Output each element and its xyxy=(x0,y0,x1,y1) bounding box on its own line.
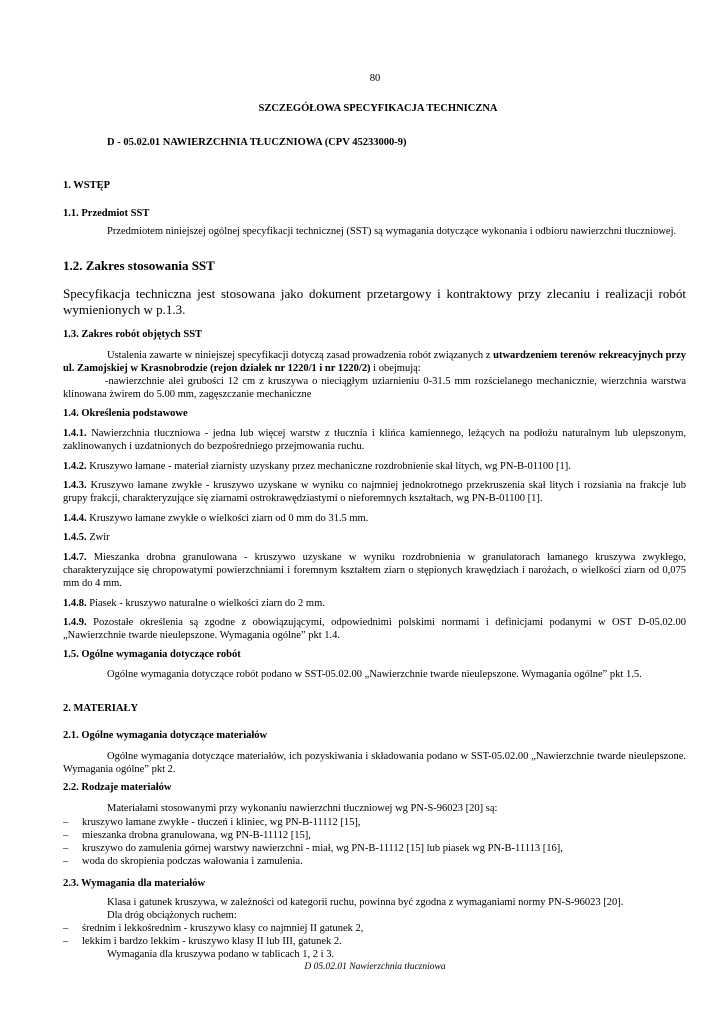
section-2-3-text-traffic: Dla dróg obciążonych ruchem: xyxy=(107,910,237,921)
list-item: – lekkim i bardzo lekkim - kruszywo klasy II lub III, gatunek 2. xyxy=(63,936,342,947)
list-item: – kruszywo łamane zwykłe - tłuczeń i kliniec, wg PN-B-11112 [15], xyxy=(63,817,361,828)
section-2-3-heading: 2.3. Wymagania dla materiałów xyxy=(63,878,206,889)
section-1-1-text: Przedmiotem niniejszej ogólnej specyfikacji technicznej (SST) są wymagania dotyczące wykonania i odbioru nawierzchni tłuczniowej. xyxy=(107,226,677,237)
section-2-2-heading: 2.2. Rodzaje materiałów xyxy=(63,782,172,793)
document-subtitle: D - 05.02.01 NAWIERZCHNIA TŁUCZNIOWA (CPV 45233000-9) xyxy=(107,137,407,148)
list-item: – kruszywo do zamulenia górnej warstwy nawierzchni - miał, wg PN-B-11112 [15] lub piasek wg PN-B-11113 [16], xyxy=(63,843,563,854)
section-2-heading: 2. MATERIAŁY xyxy=(63,703,139,714)
section-2-3-text: Klasa i gatunek kruszywa, w zależności od kategorii ruchu, powinna być zgodna z wymaganiami normy PN-S-96023 [20]. xyxy=(107,897,624,908)
section-2-1-heading: 2.1. Ogólne wymagania dotyczące materiałów xyxy=(63,730,268,741)
page-number: 80 xyxy=(369,73,381,84)
section-2-1-text: Ogólne wymagania dotyczące materiałów, ich pozyskiwania i składowania podano w SST-05.02.00 „Nawierzchnie twarde nieulepszone. Wymagania ogólne” pkt 2. xyxy=(63,751,686,775)
document-title: SZCZEGÓŁOWA SPECYFIKACJA TECHNICZNA xyxy=(258,103,498,114)
list-item: – mieszanka drobna granulowana, wg PN-B-11112 [15], xyxy=(63,830,311,841)
definition-1-4-4: 1.4.4. Kruszywo łamane zwykłe o wielkości ziarn od 0 mm do 31.5 mm. xyxy=(63,513,369,524)
definition-1-4-1: 1.4.1. Nawierzchnia tłuczniowa - jedna lub więcej warstw z tłucznia i klińca kamiennego, leżących na podłożu naturalnym lub ulepszonym, zaklinowanych i uzdatnionych do bezpośredniego przejmowania ruchu. xyxy=(63,428,686,452)
section-1-3-scope: -nawierzchnie alei grubości 12 cm z kruszywa o nieciągłym uziarnieniu 0-31.5 mm rozścielanego mechanicznie, wierzchnia warstwa klinowana żwirem do 5.00 mm, zagęszczanie mechaniczne xyxy=(63,376,686,400)
section-1-4-heading: 1.4. Określenia podstawowe xyxy=(63,408,188,419)
section-1-heading: 1. WSTĘP xyxy=(63,180,111,191)
section-1-5-heading: 1.5. Ogólne wymagania dotyczące robót xyxy=(63,649,241,660)
section-1-2-text: Specyfikacja techniczna jest stosowana jako dokument przetargowy i kontraktowy przy zlecaniu i realizacji robót wymienionych w p.1.3. xyxy=(63,286,686,317)
section-2-2-text: Materiałami stosowanymi przy wykonaniu nawierzchni tłuczniowej wg PN-S-96023 [20] są: xyxy=(107,803,498,814)
section-1-1-heading: 1.1. Przedmiot SST xyxy=(63,208,150,219)
section-1-3-text: Ustalenia zawarte w niniejszej specyfikacji dotyczą zasad prowadzenia robót związanych z utwardzeniem terenów rekreacyjnych przy ul. Zamojskiej w Krasnobrodzie (rejon działek nr 1220/1 i nr 1220/2) i obejmują: xyxy=(63,350,686,374)
definition-1-4-3: 1.4.3. Kruszywo łamane zwykłe - kruszywo uzyskane w wyniku co najmniej jednokrotnego przekruszenia skał litych i rozsiania na frakcje lub grupy frakcji, charakteryzujące się ziarnami ostrokrawędziastymi o nieforemnych kształtach, wg PN-B-01100 [1]. xyxy=(63,480,686,504)
page-footer: D 05.02.01 Nawierzchnia tłuczniowa xyxy=(304,962,446,972)
section-1-5-text: Ogólne wymagania dotyczące robót podano w SST-05.02.00 „Nawierzchnie twarde nieulepszone. Wymagania ogólne” pkt 1.5. xyxy=(107,669,642,680)
list-item: – woda do skropienia podczas wałowania i zamulenia. xyxy=(63,856,303,867)
list-item: – średnim i lekkośrednim - kruszywo klasy co najmniej II gatunek 2, xyxy=(63,923,364,934)
section-1-2-heading: 1.2. Zakres stosowania SST xyxy=(63,258,215,273)
definition-1-4-8: 1.4.8. Piasek - kruszywo naturalne o wielkości ziarn do 2 mm. xyxy=(63,598,325,609)
definition-1-4-7: 1.4.7. Mieszanka drobna granulowana - kruszywo uzyskane w wyniku rozdrobnienia w granulatorach łamanego kruszywa zwykłego, charakteryzujące się chropowatymi powierzchniami i foremnym kształtem ziarn o stępionych krawędziach i narożach, o wielkości ziarn od 0,075 mm do 4 mm. xyxy=(63,552,686,589)
section-1-3-heading: 1.3. Zakres robót objętych SST xyxy=(63,329,203,340)
definition-1-4-9: 1.4.9. Pozostałe określenia są zgodne z obowiązującymi, odpowiednimi polskimi normami i definicjami podanymi w OST D-05.02.00 „Nawierzchnie twarde nieulepszone. Wymagania ogólne” pkt 1.4. xyxy=(63,617,686,641)
definition-1-4-5: 1.4.5. Zwir xyxy=(63,532,110,543)
definition-1-4-2: 1.4.2. Kruszywo łamane - materiał ziarnisty uzyskany przez mechaniczne rozdrobnienie skał litych, wg PN-B-01100 [1]. xyxy=(63,461,571,472)
section-2-3-text-tables: Wymagania dla kruszywa podano w tablicach 1, 2 i 3. xyxy=(107,949,335,960)
traffic-list xyxy=(63,922,693,948)
materials-list xyxy=(63,816,693,868)
